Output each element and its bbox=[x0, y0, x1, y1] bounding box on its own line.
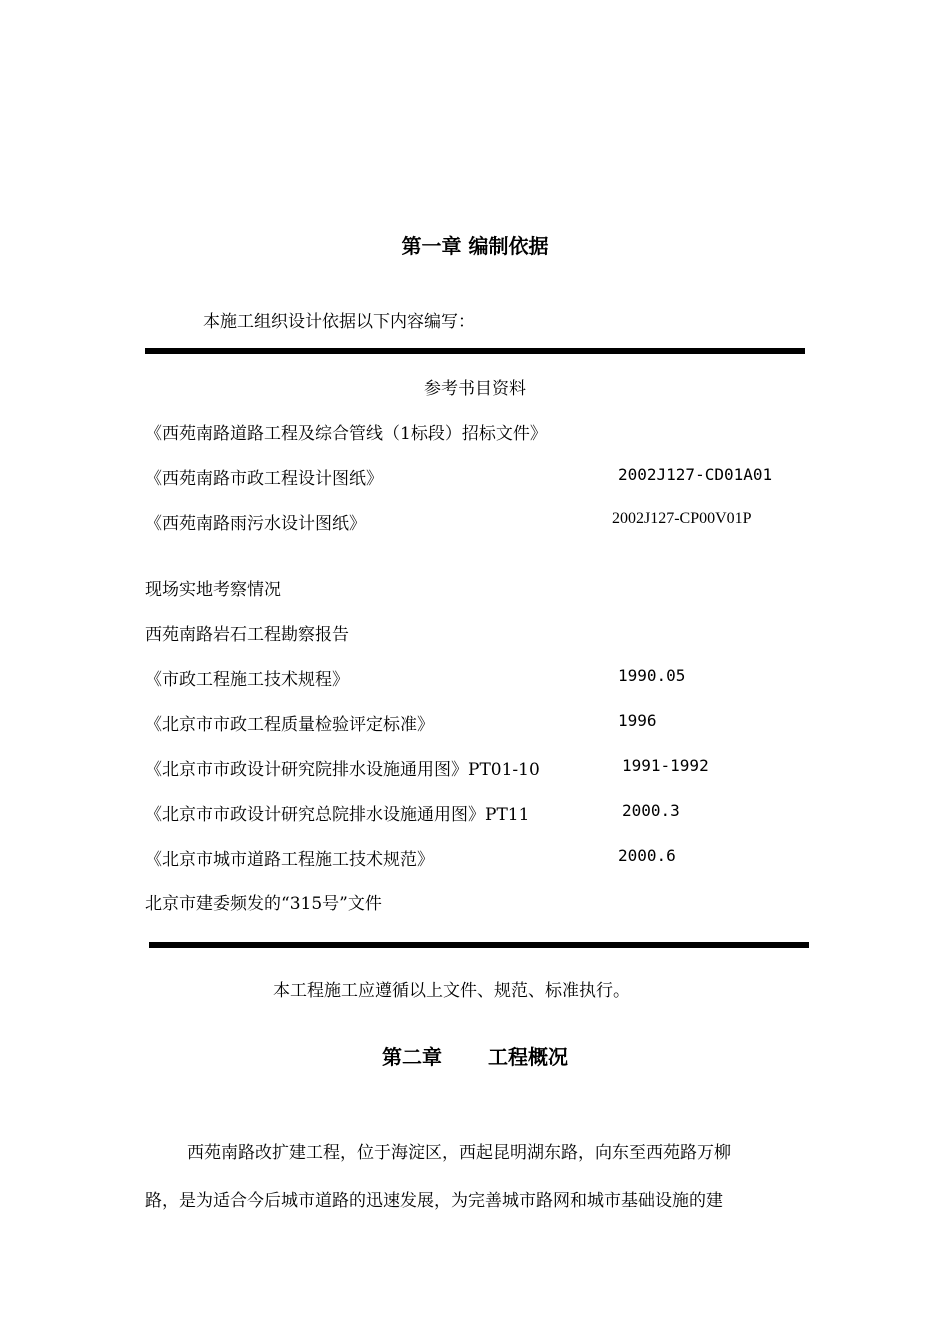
reference-item: 西苑南路岩石工程勘察报告 bbox=[145, 625, 349, 645]
table-bottom-rule bbox=[149, 942, 809, 948]
references-heading: 参考书目资料 bbox=[424, 379, 526, 399]
reference-item: 《北京市市政设计研究总院排水设施通用图》PT11 bbox=[145, 805, 530, 825]
reference-code: 2000.3 bbox=[622, 801, 680, 820]
reference-code: 2002J127-CD01A01 bbox=[618, 465, 773, 484]
chapter-1-title: 第一章 编制依据 bbox=[401, 234, 549, 258]
reference-code: 1990.05 bbox=[618, 666, 686, 685]
chapter-2-label: 第二章 bbox=[382, 1045, 442, 1069]
references-footer: 本工程施工应遵循以上文件、规范、标准执行。 bbox=[273, 981, 630, 1001]
reference-code: 1991-1992 bbox=[622, 756, 709, 775]
reference-code: 2002J127-CP00V01P bbox=[612, 510, 752, 527]
chapter-2-name: 工程概况 bbox=[488, 1045, 568, 1069]
reference-item: 《北京市城市道路工程施工技术规范》 bbox=[145, 850, 434, 870]
table-top-rule bbox=[145, 348, 805, 354]
reference-item: 《西苑南路道路工程及综合管线（1标段）招标文件》 bbox=[145, 424, 547, 444]
reference-code: 1996 bbox=[618, 711, 657, 730]
paragraph-line: 路，是为适合今后城市道路的迅速发展，为完善城市路网和城市基础设施的建 bbox=[145, 1191, 723, 1211]
reference-item: 北京市建委频发的“315号”文件 bbox=[145, 894, 382, 914]
chapter-1-intro: 本施工组织设计依据以下内容编写： bbox=[203, 312, 475, 332]
reference-item: 《北京市市政工程质量检验评定标准》 bbox=[145, 715, 434, 735]
reference-item: 《西苑南路雨污水设计图纸》 bbox=[145, 514, 366, 534]
chapter-2-title bbox=[0, 1041, 950, 1070]
reference-item: 《北京市市政设计研究院排水设施通用图》PT01-10 bbox=[145, 760, 540, 780]
reference-item: 《市政工程施工技术规程》 bbox=[145, 670, 349, 690]
reference-code: 2000.6 bbox=[618, 846, 676, 865]
paragraph-line: 西苑南路改扩建工程，位于海淀区，西起昆明湖东路，向东至西苑路万柳 bbox=[187, 1143, 731, 1163]
reference-item: 现场实地考察情况 bbox=[145, 580, 281, 600]
reference-item: 《西苑南路市政工程设计图纸》 bbox=[145, 469, 383, 489]
